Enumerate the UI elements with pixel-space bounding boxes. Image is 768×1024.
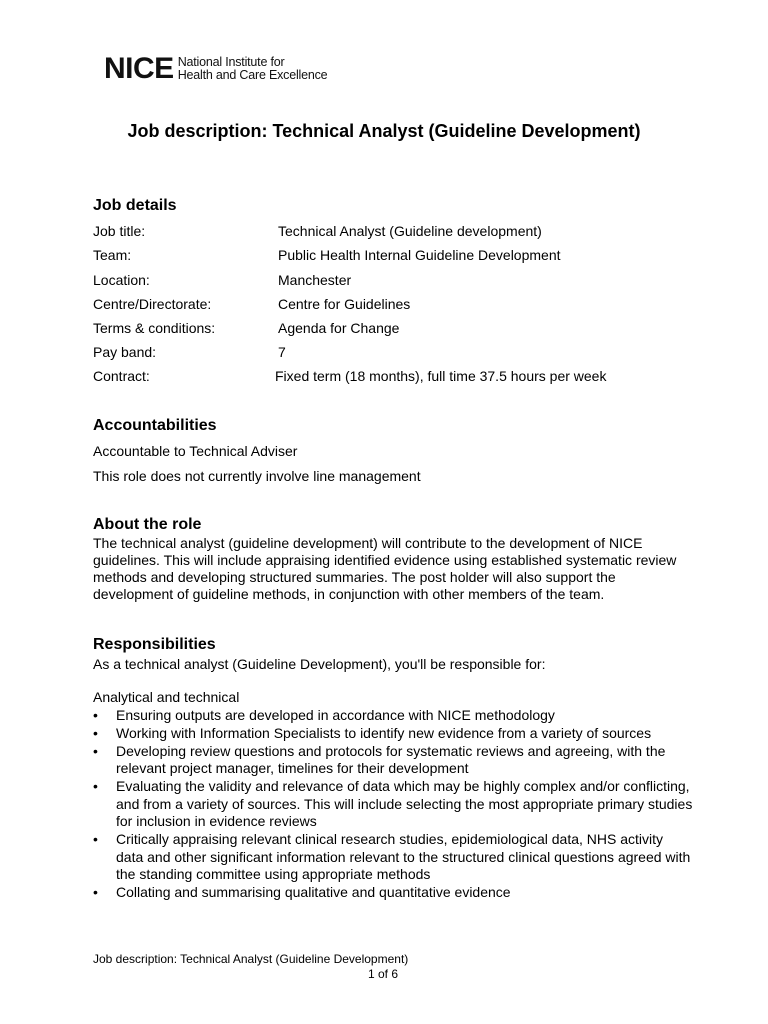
detail-row-team [93, 247, 561, 263]
nice-logo [104, 54, 327, 84]
detail-row-terms [93, 320, 400, 336]
detail-label: Location: [93, 272, 150, 288]
detail-label: Pay band: [93, 344, 157, 360]
list-item: • Collating and summarising qualitative and quantitative evidence [93, 884, 693, 901]
accountability-line: Accountable to Technical Adviser [93, 443, 298, 459]
page-number: 1 of 6 [368, 967, 399, 981]
logo-line-1: National Institute for [177, 55, 285, 69]
detail-value: 7 [278, 344, 286, 360]
list-item: • Working with Information Specialists to identify new evidence from a variety of sources [93, 725, 693, 742]
detail-value: Centre for Guidelines [278, 296, 411, 312]
detail-row-job-title [93, 223, 542, 239]
responsibilities-heading: Responsibilities [93, 636, 216, 653]
detail-label: Job title: [93, 223, 146, 239]
logo-line-2: Health and Care Excellence [177, 68, 328, 82]
about-text: The technical analyst (guideline development) will contribute to the development of NICE guidelines. This will include appraising identified evidence using established systematic review methods and developing structured summaries. The post holder will also support the development of guideline methods, in conjunction with other members of the team. [93, 535, 677, 602]
accountability-line: This role does not currently involve line management [93, 468, 421, 484]
list-item: • Critically appraising relevant clinical research studies, epidemiological data, NHS activity data and other significant information relevant to the structured clinical questions agreed with the standing committee using appropriate methods [93, 831, 693, 883]
about-heading: About the role [93, 516, 202, 533]
responsibility-list [93, 707, 693, 902]
detail-row-contract [93, 368, 607, 384]
detail-value: Public Health Internal Guideline Development [278, 247, 561, 263]
detail-value: Technical Analyst (Guideline development) [278, 223, 542, 239]
job-details-heading: Job details [93, 197, 177, 214]
detail-label: Contract: [93, 368, 150, 384]
responsibilities-subheading: Analytical and technical [93, 689, 240, 705]
detail-row-location [93, 272, 352, 288]
detail-label: Team: [93, 247, 132, 263]
responsibilities-intro: As a technical analyst (Guideline Development), you'll be responsible for: [93, 656, 546, 672]
logo-mark: NICE [104, 52, 174, 85]
accountabilities-heading: Accountabilities [93, 417, 217, 434]
detail-row-pay-band [93, 344, 286, 360]
detail-label: Terms & conditions: [93, 320, 216, 336]
detail-value: Agenda for Change [278, 320, 400, 336]
page-footer: Job description: Technical Analyst (Guideline Development) [93, 952, 409, 966]
list-item: • Developing review questions and protocols for systematic reviews and agreeing, with the relevant project manager, timelines for their development [93, 743, 693, 778]
document-title: Job description: Technical Analyst (Guideline Development) [127, 121, 641, 141]
detail-value: Fixed term (18 months), full time 37.5 hours per week [275, 368, 607, 384]
detail-value: Manchester [278, 272, 352, 288]
list-item: • Evaluating the validity and relevance of data which may be highly complex and/or conflicting, and from a variety of sources. This will include selecting the most appropriate primary studies for inclusion in evidence reviews [93, 778, 693, 830]
detail-row-centre [93, 296, 411, 312]
logo-text [178, 56, 328, 82]
detail-label: Centre/Directorate: [93, 296, 212, 312]
list-item: • Ensuring outputs are developed in accordance with NICE methodology [93, 707, 693, 724]
